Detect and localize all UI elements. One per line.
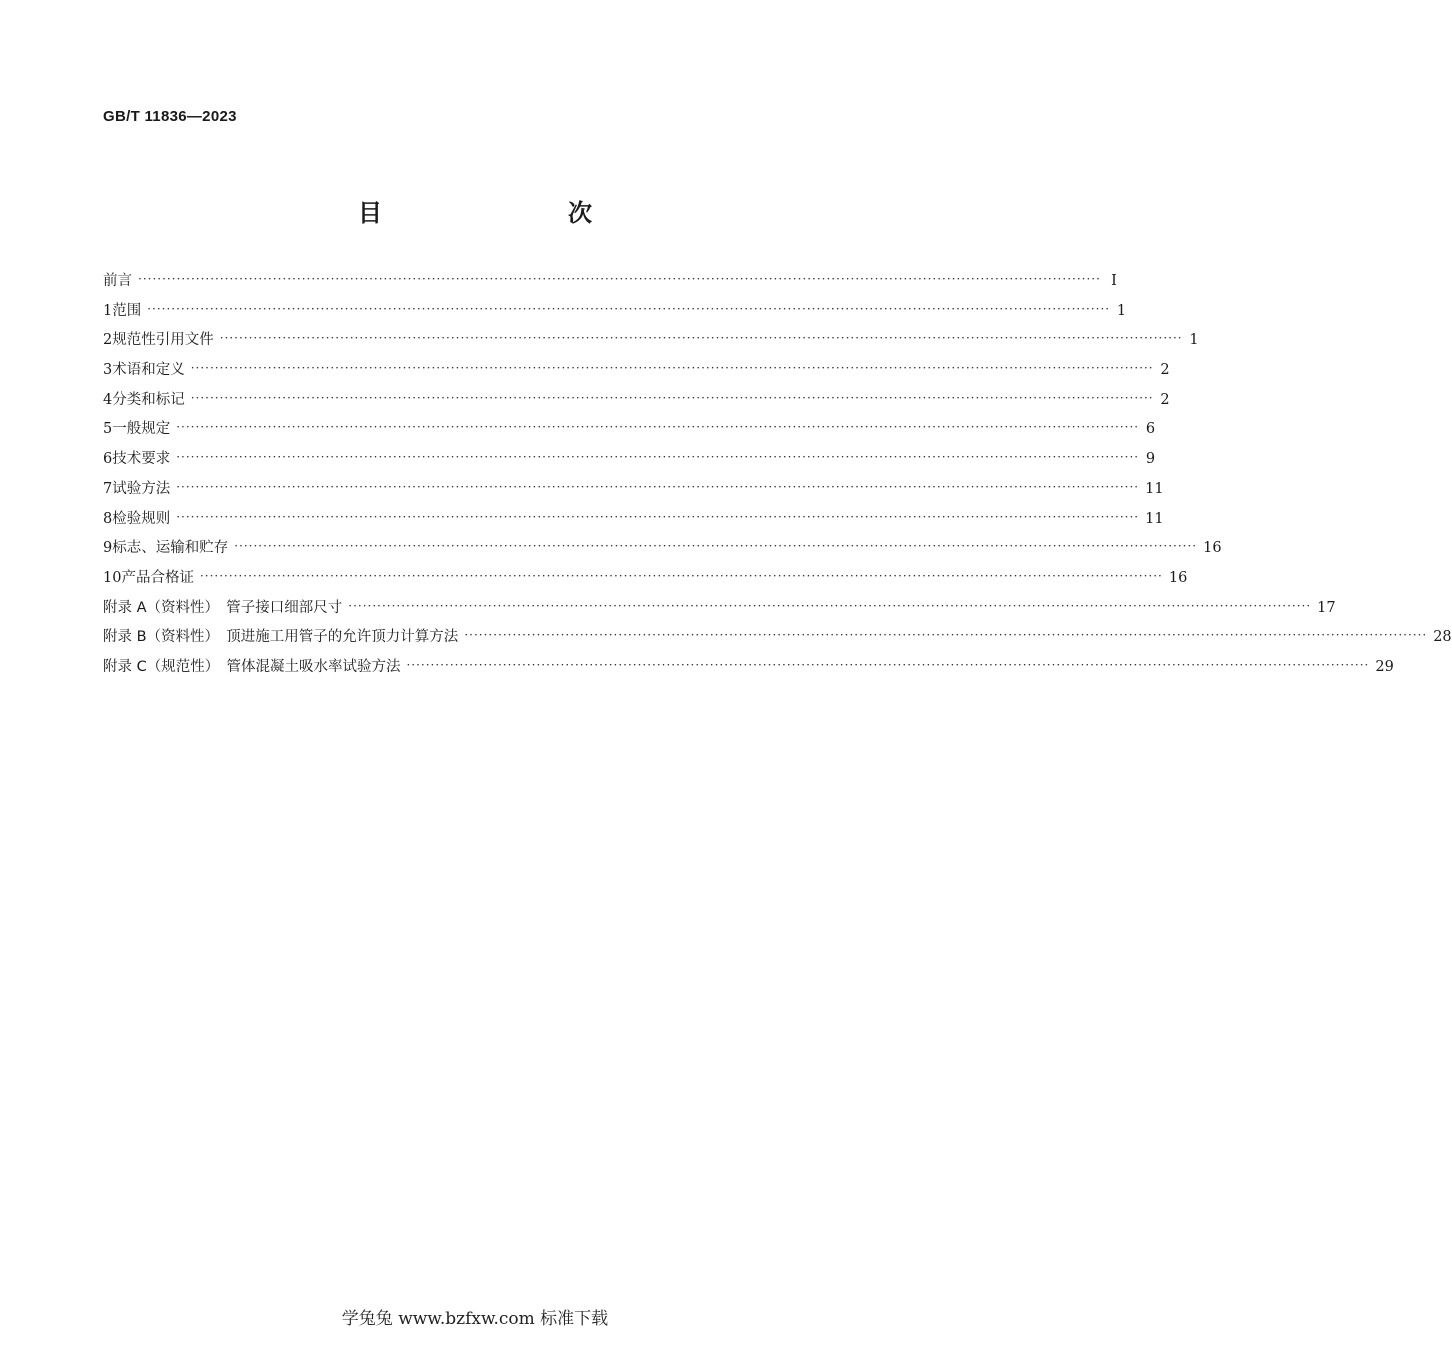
- toc-entry-appendix-a[interactable]: [103, 596, 1336, 626]
- toc-entry-page: 28: [1433, 629, 1452, 646]
- toc-entry-9[interactable]: [103, 536, 1222, 566]
- toc-entry-page: 17: [1317, 599, 1336, 616]
- toc-entry-page: 2: [1160, 362, 1170, 379]
- toc-entry-page: 1: [1189, 332, 1199, 349]
- toc-entry-label: 规范性引用文件: [112, 332, 214, 349]
- toc-entry-appendix-c[interactable]: [103, 655, 1394, 685]
- toc-entry-number: 10: [103, 569, 122, 586]
- dot-leader: ········································································································································································································: [147, 301, 1111, 316]
- table-of-contents: [103, 269, 1452, 685]
- toc-entry-page: 9: [1145, 451, 1156, 468]
- toc-entry-label: 范围: [112, 302, 142, 319]
- toc-entry-page: 11: [1145, 510, 1164, 527]
- page-title: 目 次: [358, 199, 638, 227]
- toc-entry-10[interactable]: [103, 566, 1188, 596]
- dot-leader: ········································································································································································································: [234, 539, 1198, 554]
- toc-entry-number: 5: [103, 421, 113, 438]
- toc-entry-page: 16: [1168, 569, 1188, 586]
- dot-leader: ········································································································································································································: [176, 509, 1140, 524]
- toc-entry-1[interactable]: [103, 299, 1127, 329]
- toc-entry-label: 检验规则: [112, 510, 171, 527]
- toc-entry-page: 11: [1145, 480, 1164, 497]
- standard-code: GB/T 11836—2023: [103, 108, 237, 125]
- dot-leader: ········································································································································································································: [348, 598, 1312, 613]
- toc-entry-7[interactable]: [103, 477, 1164, 507]
- toc-entry-number: 9: [103, 540, 113, 557]
- dot-leader: ········································································································································································································: [190, 390, 1154, 405]
- toc-entry-page: 1: [1116, 302, 1127, 319]
- toc-entry-label: 前言: [103, 273, 132, 289]
- dot-leader: ········································································································································································································: [406, 657, 1370, 672]
- dot-leader: ········································································································································································································: [464, 628, 1428, 643]
- toc-entry-label: 分类和标记: [112, 391, 185, 408]
- toc-entry-label: 试验方法: [112, 480, 171, 497]
- toc-entry-5[interactable]: [103, 417, 1156, 447]
- footer-watermark: 学兔兔 www.bzfxw.com 标准下载: [341, 1309, 609, 1329]
- toc-entry-6[interactable]: [103, 447, 1156, 477]
- toc-entry-number: 7: [103, 480, 113, 497]
- dot-leader: ········································································································································································································: [138, 272, 1101, 286]
- toc-entry-label: 附录 A（资料性） 管子接口细部尺寸: [103, 599, 343, 616]
- toc-entry-label: 附录 C（规范性） 管体混凝土吸水率试验方法: [103, 658, 401, 675]
- toc-entry-label: 一般规定: [112, 421, 171, 438]
- dot-leader: ········································································································································································································: [219, 331, 1183, 346]
- toc-entry-number: 1: [103, 302, 113, 319]
- toc-entry-page: 29: [1375, 658, 1394, 675]
- toc-entry-label: 技术要求: [112, 451, 171, 468]
- toc-entry-page: 2: [1160, 391, 1170, 408]
- dot-leader: ········································································································································································································: [176, 450, 1140, 465]
- toc-entry-label: 标志、运输和贮存: [112, 540, 229, 557]
- toc-entry-foreword[interactable]: [103, 269, 1117, 299]
- toc-entry-number: 3: [103, 362, 113, 379]
- toc-entry-4[interactable]: [103, 388, 1170, 418]
- toc-entry-page: Ⅰ: [1111, 273, 1117, 289]
- toc-entry-2[interactable]: [103, 328, 1199, 358]
- toc-entry-page: 16: [1203, 540, 1222, 557]
- toc-entry-page: 6: [1145, 421, 1156, 438]
- toc-entry-appendix-b[interactable]: [103, 625, 1452, 655]
- toc-entry-number: 8: [103, 510, 113, 527]
- toc-entry-8[interactable]: [103, 507, 1164, 537]
- toc-entry-label: 附录 B（资料性） 顶进施工用管子的允许顶力计算方法: [103, 629, 459, 646]
- toc-entry-3[interactable]: [103, 358, 1170, 388]
- dot-leader: ········································································································································································································: [190, 361, 1154, 376]
- toc-entry-number: 2: [103, 332, 113, 349]
- dot-leader: ········································································································································································································: [176, 479, 1140, 494]
- dot-leader: ········································································································································································································: [176, 420, 1140, 435]
- toc-entry-number: 4: [103, 391, 113, 408]
- toc-entry-label: 产品合格证: [121, 569, 194, 586]
- toc-entry-label: 术语和定义: [112, 362, 185, 379]
- dot-leader: ········································································································································································································: [199, 568, 1163, 583]
- toc-entry-number: 6: [103, 451, 113, 468]
